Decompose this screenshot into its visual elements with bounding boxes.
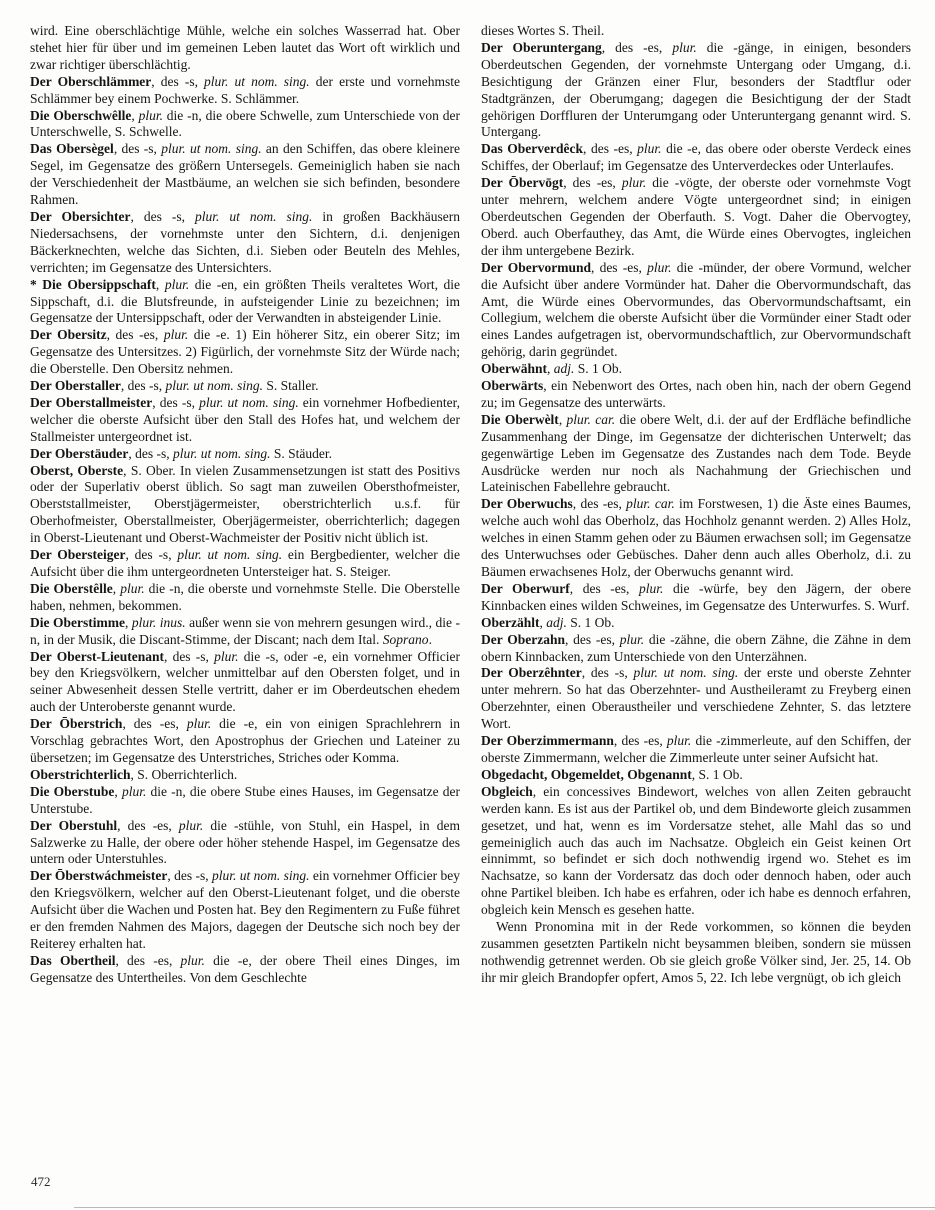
dictionary-entry — [481, 175, 911, 260]
entry-text: die -n, die oberste und vornehmste Stelle. Die Oberstelle haben, nehmen, bekommen. — [30, 580, 460, 613]
entry-text: S. Staller. — [262, 378, 319, 394]
entry-headword: Der Oberzêhnter — [481, 665, 582, 681]
entry-text: die -e, ein von einigen Sprachlehrern in Vorschlag gebrachtes Wort, den Apostrophus der Griechen und Lateiner zu übersetzen; im Gegensatze des Unterstriches, Striches oder Komma. — [30, 716, 460, 765]
entry-text: , des -s, — [125, 547, 178, 563]
entry-text: in großen Backhäusern Niedersachsens, der vornehmste unter den Sichtern, d.i. denjenigen Bäckerknechten, welche das Sichten, d.i. Sieben oder Beuteln des Mehles, verrichten; im Gegensatze des Untersichters. — [30, 208, 461, 275]
dictionary-entry — [481, 496, 911, 581]
entry-text: , des -es, — [583, 141, 638, 157]
entry-text: , des -s, — [581, 665, 634, 681]
entry-text: Soprano — [382, 631, 429, 647]
entry-text: ein vornehmer Hofbedienter, welcher die oberste Aufsicht über den Stall des Hofes hat, und welchem der Stallmeister untergeordnet ist. — [30, 394, 460, 444]
dictionary-entry — [30, 327, 460, 378]
entry-text: , S. Oberrichterlich. — [130, 766, 238, 782]
entry-text: , ein concessives Bindewort, welches von allen Zeiten gebraucht werden kann. Es ist aus der Partikel ob, und dem Bindeworte gleich zusammen gesetzet, und hat, wenn es im Vordersatze stehet, alle Mahl das so und gemeiniglich auch das auch im Nachsatze. Obgleich ein Geist keinen Ort einnimmt, so befindet er sich doch nothwendig irgend wo. Stehet es im Nachsatze, so kann der Vordersatz das doch oder dennoch haben, oder auch ohne Partikel bleiben. Ich habe es erfahren, oder ich habe es dennoch erfahren, obgleich kein Mensch es gesehen hatte. — [481, 783, 911, 918]
dictionary-entry — [30, 818, 460, 869]
entry-text: S. Stäuder. — [270, 445, 333, 461]
entry-text: , — [155, 276, 165, 292]
entry-text: dieses Wortes S. Theil. — [481, 23, 605, 38]
entry-text: , — [112, 580, 121, 596]
entry-text: plur. ut nom. sing. — [172, 445, 271, 461]
entry-headword: Der Obervormund — [481, 259, 591, 275]
entry-headword: Der Oberuntergang — [481, 39, 602, 55]
entry-headword: Der Oberzahn — [481, 631, 565, 647]
entry-text: plur. — [647, 259, 672, 275]
entry-text: die -en, ein größten Theils veraltetes Wort, die Sippschaft, d.i. die Blutsfreunde, in aufsteigender Linie zu bezeichnen; im Gegensatze der Untersippschaft, oder der Verwandten in absteigender Linie. — [30, 276, 461, 326]
entry-text: , ein Nebenwort des Ortes, nach oben hin, nach der obern Gegend zu; im Gegensatze des unterwärts. — [481, 378, 911, 410]
entry-headword: Oberwähnt — [481, 361, 548, 377]
dictionary-entry — [30, 649, 460, 717]
entry-text: der erste und vornehmste Schlämmer bey einem Pochwerke. S. Schlämmer. — [30, 73, 460, 106]
entry-text: plur. — [666, 733, 692, 749]
entry-text: plur. — [637, 141, 662, 157]
entry-headword: Obgedacht, Obgemeldet, Obgenannt — [481, 766, 692, 782]
entry-text: ein Bergbedienter, welcher die Aufsicht über die ihm untergeordneten Untersteiger hat. S. Steiger. — [30, 547, 461, 579]
entry-text: plur. ut nom. sing. — [204, 73, 310, 89]
entry-headword: Die Oberstêlle — [30, 580, 113, 596]
dictionary-entry — [481, 23, 911, 40]
entry-text: plur. — [163, 327, 189, 343]
entry-headword: Der Obersichter — [30, 208, 131, 224]
entry-text: , des -s, — [152, 394, 200, 410]
entry-text: plur. ut nom. sing. — [633, 665, 739, 681]
dictionary-entry — [30, 446, 460, 463]
dictionary-entry — [30, 277, 460, 328]
column-right — [481, 23, 911, 987]
entry-text: , — [124, 614, 132, 630]
entry-text: plur. car. — [566, 411, 616, 427]
entry-headword: Der Oberschlämmer — [30, 73, 152, 89]
entry-text: plur. ut nom. sing. — [194, 208, 313, 224]
entry-text: , des -s, — [130, 208, 195, 224]
entry-text: plur. — [120, 580, 145, 596]
dictionary-entry — [30, 395, 460, 446]
entry-text: , des -es, — [572, 496, 627, 512]
entry-text: die -e. 1) Ein höherer Sitz, ein oberer Sitz; im Gegensatze des Untersitzes. 2) Figürlich, der vornehmste Sitz der Würde nach; die Oberstelle. Den Obersitz nehmen. — [30, 327, 460, 377]
entry-text: , — [131, 107, 139, 123]
dictionary-entry — [30, 547, 460, 581]
entry-headword: Der Oberst-Lieutenant — [30, 648, 164, 664]
entry-headword: Das Oberverdêck — [481, 141, 584, 157]
entry-headword: Die Oberstimme — [30, 614, 125, 630]
dictionary-entry — [30, 74, 460, 108]
entry-text: , des -s, — [151, 73, 205, 89]
dictionary-entry — [481, 784, 911, 919]
entry-headword: Der Oberstaller — [30, 378, 121, 394]
entry-text: , — [114, 783, 122, 799]
entry-text: plur. ut nom. sing. — [165, 378, 263, 394]
entry-text: die -e, der obere Theil eines Dinges, im Gegensatze des Untertheiles. Von dem Geschlechte — [30, 952, 460, 985]
entry-text: die -n, die obere Schwelle, zum Unterschiede von der Unterschwelle, S. Schwelle. — [30, 107, 460, 140]
entry-text: plur. — [186, 716, 212, 732]
entry-text: , des -es, — [122, 716, 187, 732]
entry-headword: Der Oberwuchs — [481, 496, 573, 512]
entry-text: plur. ut nom. sing. — [177, 547, 283, 563]
dictionary-entry — [30, 108, 460, 142]
dictionary-entry — [30, 716, 460, 767]
entry-text: plur. — [180, 952, 205, 968]
entry-text: die -zähne, die obern Zähne, die Zähne in dem obern Kinnbacken, zum Unterschiede von den Unterzähnen. — [481, 631, 911, 664]
dictionary-entry — [481, 141, 911, 175]
entry-text: plur. ut nom. sing. — [199, 394, 299, 410]
entry-text: die -münder, der obere Vormund, welcher die Aufsicht über andere Vormünder hat. Daher die Obervormundschaft, das Amt, die Würde eines Obervormundes, das Obervormundschaftsamt, ein Collegium, welchem die oberste Aufsicht über die Vormünder einer Stadt oder eines Landes aufgetragen ist, obervormundschaftlich, zur Obervormundschaft gehörig, darin gegründet. — [481, 259, 911, 360]
dictionary-entry — [30, 784, 460, 818]
entry-text: S. 1 Ob. — [574, 361, 623, 377]
entry-text: , des -es, — [590, 259, 648, 275]
page-number: 472 — [31, 1174, 51, 1189]
dictionary-entry — [481, 581, 911, 615]
entry-headword: * Die Obersippschaft — [30, 276, 156, 292]
entry-headword: Die Oberschwêlle — [30, 107, 132, 123]
dictionary-entry — [481, 412, 911, 497]
entry-text: plur. — [178, 817, 204, 833]
entry-headword: Die Oberstube — [30, 783, 115, 799]
entry-text: die -stühle, von Stuhl, ein Haspel, in dem Salzwerke zu Halle, der obere oder höher stehende Haspel, im Gegensatze des untern oder Unterstuhles. — [30, 817, 460, 867]
entry-text: die -zimmerleute, auf den Schiffen, der oberste Zimmermann, welcher die Zimmerleute unter seiner Aufsicht hat. — [481, 733, 911, 765]
entry-text: adj. — [546, 614, 567, 630]
dictionary-entry — [30, 23, 460, 74]
entry-text: plur. — [121, 783, 147, 799]
dictionary-entry — [30, 378, 460, 395]
dictionary-entry — [481, 361, 911, 378]
entry-text: , des -s, — [163, 648, 215, 664]
entry-text: , — [547, 361, 554, 377]
entry-text: , des -es, — [565, 631, 620, 647]
dictionary-entry — [481, 378, 911, 412]
entry-headword: Oberzählt — [481, 614, 540, 630]
entry-text: plur. inus. — [131, 614, 186, 630]
entry-text: , S. Ober. In vielen Zusammensetzungen ist statt des Positivs oder der Superlativ oberst üblich. So sagt man zuweilen Obersthofmeister, Oberststallmeister, Oberstjägermeister, oberstrichterlich u.s.f. für Oberhofmeister, Oberstallmeister, Oberjägermeister, oberrichterlich; dagegen in Oberst-Lieutenant und Oberst-Wachmeister der Positiv nicht üblich ist. — [30, 462, 460, 546]
entry-text: , des -es, — [601, 39, 673, 55]
entry-text: plur. — [214, 648, 239, 664]
entry-text: , des -es, — [117, 817, 179, 833]
dictionary-entry — [30, 615, 460, 649]
entry-headword: Der Ōberstrich — [30, 716, 123, 732]
entry-text: plur. — [638, 580, 664, 596]
entry-text: der erste und oberste Zehnter unter mehrern. So hat das Oberzehnter- und Austheileramt zu Freyberg einen Oberzehnter, einen Oberaustheiler und verschiedene Zehnter, S. das letztere Wort. — [481, 665, 912, 732]
entry-text: plur. — [621, 175, 647, 191]
dictionary-entry — [481, 40, 911, 141]
dictionary-entry — [30, 141, 460, 209]
entry-text: an den Schiffen, das obere kleinere Segel, im Gegensatze des größern Untersegels. Gemeiniglich haben sie nach der Verschiedenheit der Mastbäume, an welchen sie sich befinden, besondere Rahmen. — [30, 141, 461, 208]
dictionary-entry — [30, 463, 460, 548]
entry-text: die -s, oder -e, ein vornehmer Officier bey den Kriegsvölkern, welcher unmittelbar auf den Obersten folget, und in seiner Abwesenheit dessen Stelle vertritt, daher er im Oberdeutschen ehedem auch der Unteroberste genannt wurde. — [30, 648, 461, 715]
entry-headword: Der Ōberstwáchmeister — [30, 868, 168, 884]
entry-headword: Obgleich — [481, 783, 533, 799]
entry-headword: Der Ōbervōgt — [481, 175, 564, 191]
entry-text: plur. — [164, 276, 190, 292]
entry-text: die -vögte, der oberste oder vornehmste Vogt unter mehrern, welchem andere Vögte untergeordnet sind; in einigen Oberdeutschen Gegenden der Oberfauth. S. Vogt. Daher die Obervogtey, Oberd. auch Oberfauthey, das Amt, die Würde eines Obervogtes, ingleichen der ihm untergebene Bezirk. — [481, 175, 911, 258]
entry-headword: Oberst, Oberste — [30, 462, 124, 478]
dictionary-entry — [481, 260, 911, 361]
entry-text: plur. — [672, 39, 697, 55]
entry-text: plur. car. — [626, 496, 675, 512]
entry-text: , des -es, — [613, 733, 667, 749]
dictionary-entry — [30, 209, 460, 277]
entry-text: S. 1 Ob. — [566, 614, 615, 630]
entry-text: , — [539, 614, 547, 630]
dictionary-entry — [481, 767, 911, 784]
entry-headword: Der Obersitz — [30, 327, 107, 343]
entry-text: ein vornehmer Officier bey den Kriegsvölkern, welcher auf den Oberst-Lieutenant folget, und die oberste Aufsicht über die Wachen und Posten hat. Bey den Regimentern zu Fuße führet er den fremden Nahmen des Majors, dagegen der Deutsche sich noch bey der Reiterey erhalten hat. — [30, 868, 461, 951]
entry-text: , S. 1 Ob. — [691, 766, 743, 782]
entry-headword: Oberstrichterlich — [30, 766, 131, 782]
dictionary-entry — [481, 632, 911, 666]
entry-headword: Der Oberstallmeister — [30, 394, 153, 410]
entry-text: , des -es, — [115, 952, 181, 968]
entry-text: , des -s, — [167, 868, 212, 884]
entry-text: die -gänge, in einigen, besonders Oberdeutschen Gegenden, der vornehmste Untergang oder Umgang, d.i. Besichtigung der Gränzen einer Flur, besonders der Stadtflur oder Stadtgränzen, der Oberumgang; dagegen die Besichtigung der der Stadt gehörigen Dorffluren der Unterumgang oder Unteruntergang genannt wird. S. Untergang. — [481, 39, 911, 140]
entry-text: die obere Welt, d.i. der auf der Erdfläche befindliche Zusammenhang der Dinge, im Gegensatze der dichterischen Unterwelt; das gegenwärtige Leben im Gegensatze des Zustandes nach dem Tode. Beyde Ausdrücke werden nur noch als Nachahmung der Griechischen und Lateinischen Fabellehre gebraucht. — [481, 411, 911, 495]
entry-text: adj. — [553, 361, 575, 377]
column-left — [30, 23, 460, 987]
entry-text: die -e, das obere oder oberste Verdeck eines Schiffes, der Oberlauf; im Gegensatze des Unterverdeckes oder Unterlaufes. — [481, 141, 911, 174]
entry-text: plur. — [619, 631, 645, 647]
entry-headword: Der Obersteiger — [30, 547, 126, 563]
entry-text: , des -es, — [563, 175, 622, 191]
entry-headword: Das Obertheil — [30, 952, 116, 968]
entry-text: , des -s, — [113, 141, 162, 157]
entry-text: außer wenn sie von mehrern gesungen wird., die -n, in der Musik, die Discant-Stimme, der Discant; nach dem Ital. — [30, 614, 461, 647]
entry-text: plur. ut nom. sing. — [161, 141, 262, 157]
entry-text: , — [558, 411, 567, 427]
dictionary-entry — [481, 919, 911, 987]
entry-headword: Der Oberstuhl — [30, 817, 118, 833]
dictionary-entry — [30, 581, 460, 615]
entry-text: , des -s, — [120, 378, 166, 394]
entry-headword: Der Oberstäuder — [30, 445, 129, 461]
dictionary-entry — [30, 868, 460, 953]
entry-text: die -n, die obere Stube eines Hauses, im Gegensatze der Unterstube. — [30, 783, 460, 816]
dictionary-entry — [30, 767, 460, 784]
entry-text: Wenn Pronomina mit in der Rede vorkommen, so können die beyden zusammen gesetzten Partikeln nicht beysammen bleiben, sondern sie müssen nothwendig getrennet werden. Ob sie gleich große Völker sind, Jer. 25, 14. Ob ihr mir gleich Brandopfer opfert, Amos 5, 22. Ich lebe vergnügt, ob ich gleich — [481, 919, 911, 985]
entry-headword: Das Obersègel — [30, 141, 114, 157]
entry-text: , des -s, — [128, 445, 173, 461]
dictionary-entry — [481, 665, 911, 733]
scan-edge-artifact — [74, 1207, 935, 1208]
entry-text: wird. Eine oberschlächtige Mühle, welche ein solches Wasserrad hat. Ober stehet hier für über und im gemeinen Leben lautet das Wort oft wirklich und zwar richtiger überschlächtig. — [30, 23, 460, 72]
entry-headword: Der Oberzimmermann — [481, 733, 614, 749]
dictionary-entry — [30, 953, 460, 987]
entry-text: , des -es, — [569, 580, 639, 596]
dictionary-entry — [481, 615, 911, 632]
entry-headword: Die Oberwèlt — [481, 411, 559, 427]
entry-headword: Der Oberwurf — [481, 580, 570, 596]
entry-text: . — [428, 631, 432, 647]
dictionary-entry — [481, 733, 911, 767]
entry-text: plur. — [138, 107, 163, 123]
entry-text: im Forstwesen, 1) die Äste eines Baumes, welche auch wohl das Oberholz, das Hochholz genannt werden. 2) Alles Holz, welches in einen Stamm gehen oder zu Bäumen erwachsen soll; im Gegensatze des Unterwuchses oder Gebüsches. Daher denn auch alles Oberholz, d.i. zu Bäumen erwachsenes Holz, der Oberwuchs genannt wird. — [481, 496, 911, 579]
entry-text: die -würfe, bey den Jägern, der obere Kinnbacken eines wilden Schweines, im Gegensatze des Unterwurfes. S. Wurf. — [481, 580, 911, 613]
entry-text: plur. ut nom. sing. — [212, 868, 310, 884]
entry-text: , des -es, — [106, 327, 164, 343]
entry-headword: Oberwärts — [481, 378, 544, 394]
